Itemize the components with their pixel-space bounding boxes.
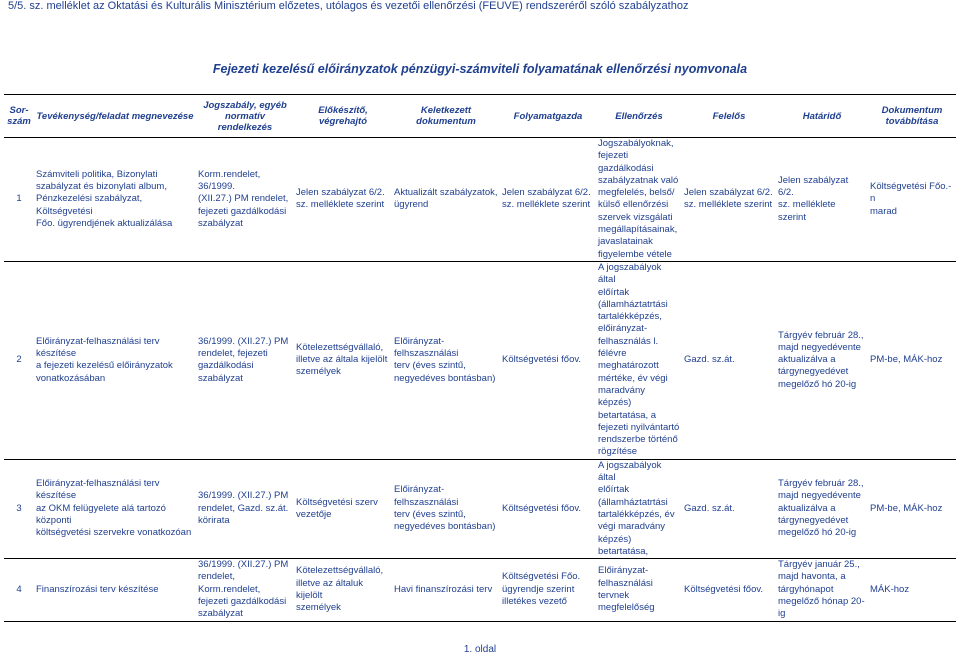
row-number: 3: [4, 459, 34, 558]
control-cell: A jogszabályok által előírtak (államháztatrtási tartalékképzés, év végi maradvány képzés) betartatása,: [596, 459, 682, 558]
activity-cell: Finanszírozási terv készítése: [34, 559, 196, 621]
preparer-cell: Kötelezettségvállaló, illetve az általa kijelölt személyek: [294, 261, 392, 459]
responsible-cell: Gazd. sz.át.: [682, 261, 776, 459]
column-header-legislation: Jogszabály, egyéb normatív rendelkezés: [196, 95, 294, 138]
preparer-cell: Jelen szabályzat 6/2. sz. melléklete szerint: [294, 138, 392, 262]
document-cell: Aktualizált szabályzatok, ügyrend: [392, 138, 500, 262]
column-header-preparer: Előkészítő, végrehajtó: [294, 95, 392, 138]
document-title: Fejezeti kezelésű előirányzatok pénzügyi-számviteli folyamatának ellenőrzési nyomvonala: [212, 62, 748, 76]
audit-trail-table: [4, 94, 956, 622]
row-number: 4: [4, 559, 34, 621]
legislation-cell: 36/1999. (XII.27.) PM rendelet, fejezeti gazdálkodási szabályzat: [196, 261, 294, 459]
table-row: [4, 459, 956, 558]
column-header-document: Keletkezett dokumentum: [392, 95, 500, 138]
responsible-cell: Költségvetési főov.: [682, 559, 776, 621]
legislation-cell: Korm.rendelet, 36/1999. (XII.27.) PM rendelet, fejezeti gazdálkodási szabályzat: [196, 138, 294, 262]
forwarding-cell: PM-be, MÁK-hoz: [868, 459, 956, 558]
column-header-activity: Tevékenység/feladat megnevezése: [34, 95, 196, 138]
legislation-cell: 36/1999. (XII.27.) PM rendelet, Gazd. sz.át. körirata: [196, 459, 294, 558]
row-number: 2: [4, 261, 34, 459]
activity-cell: Előirányzat-felhasználási terv készítése az OKM felügyelete alá tartozó központi költségvetési szervekre vonatkozóan: [34, 459, 196, 558]
control-cell: Előirányzat- felhasználási tervnek megfelelőség: [596, 559, 682, 621]
deadline-cell: Tárgyév február 28., majd negyedévente aktualizálva a tárgynegyedévet megelőző hó 20-ig: [776, 261, 868, 459]
forwarding-cell: PM-be, MÁK-hoz: [868, 261, 956, 459]
table-row: [4, 261, 956, 459]
column-header-forwarding: Dokumentum továbbítása: [868, 95, 956, 138]
legislation-cell: 36/1999. (XII.27.) PM rendelet, Korm.rendelet, fejezeti gazdálkodási szabályzat: [196, 559, 294, 621]
deadline-cell: Jelen szabályzat 6/2. sz. melléklete szerint: [776, 138, 868, 262]
process-owner-cell: Költségvetési Főo. ügyrendje szerint illetékes vezető: [500, 559, 596, 621]
activity-cell: Előirányzat-felhasználási terv készítése a fejezeti kezelésű előirányzatok vonatkozásában: [34, 261, 196, 459]
forwarding-cell: MÁK-hoz: [868, 559, 956, 621]
responsible-cell: Jelen szabályzat 6/2. sz. melléklete szerint: [682, 138, 776, 262]
responsible-cell: Gazd. sz.át.: [682, 459, 776, 558]
process-owner-cell: Költségvetési főov.: [500, 459, 596, 558]
page-number: 1. oldal: [463, 644, 497, 655]
control-cell: Jogszabályoknak, fejezeti gazdálkodási szabályzatnak való megfelelés, belső/ külső ellenőrzési szervek vizsgálati megállapításainak, javaslatainak figyelembe vétele: [596, 138, 682, 262]
preparer-cell: Kötelezettségvállaló, illetve az általuk kijelölt személyek: [294, 559, 392, 621]
column-header-process-owner: Folyamatgazda: [500, 95, 596, 138]
forwarding-cell: Költségvetési Főo.-n marad: [868, 138, 956, 262]
annex-header: 5/5. sz. melléklet az Oktatási és Kulturális Minisztérium előzetes, utólagos és vezetői ellenőrzési (FEUVE) rendszeréről szóló szabályzathoz: [8, 0, 689, 12]
deadline-cell: Tárgyév január 25., majd havonta, a tárgyhónapot megelőző hónap 20-ig: [776, 559, 868, 621]
table-header-row: [4, 95, 956, 138]
document-cell: Havi finanszírozási terv: [392, 559, 500, 621]
column-header-control: Ellenőrzés: [596, 95, 682, 138]
column-header-responsible: Felelős: [682, 95, 776, 138]
control-cell: A jogszabályok által előírtak (államháztatrtási tartalékképzés, előirányzat- felhasználás l. félévre meghatározott mértéke, év végi maradvány képzés) betartatása, a fejezeti nyilvántartó rendszerbe történő rögzítése: [596, 261, 682, 459]
deadline-cell: Tárgyév február 28., majd negyedévente aktualizálva a tárgynegyedévet megelőző hó 20-ig: [776, 459, 868, 558]
activity-cell: Számviteli politika, Bizonylati szabályzat és bizonylati album, Pénzkezelési szabályzat, Költségvetési Főo. ügyrendjének aktualizálása: [34, 138, 196, 262]
table-row: [4, 559, 956, 621]
preparer-cell: Költségvetési szerv vezetője: [294, 459, 392, 558]
row-number: 1: [4, 138, 34, 262]
column-header-deadline: Határidő: [776, 95, 868, 138]
column-header-row-number: Sor- szám: [4, 95, 34, 138]
process-owner-cell: Költségvetési főov.: [500, 261, 596, 459]
document-cell: Előirányzat-felhszasználási terv (éves szintű, negyedéves bontásban): [392, 261, 500, 459]
process-owner-cell: Jelen szabályzat 6/2. sz. melléklete szerint: [500, 138, 596, 262]
document-cell: Előirányzat-felhszasználási terv (éves szintű, negyedéves bontásban): [392, 459, 500, 558]
table-row: [4, 138, 956, 262]
